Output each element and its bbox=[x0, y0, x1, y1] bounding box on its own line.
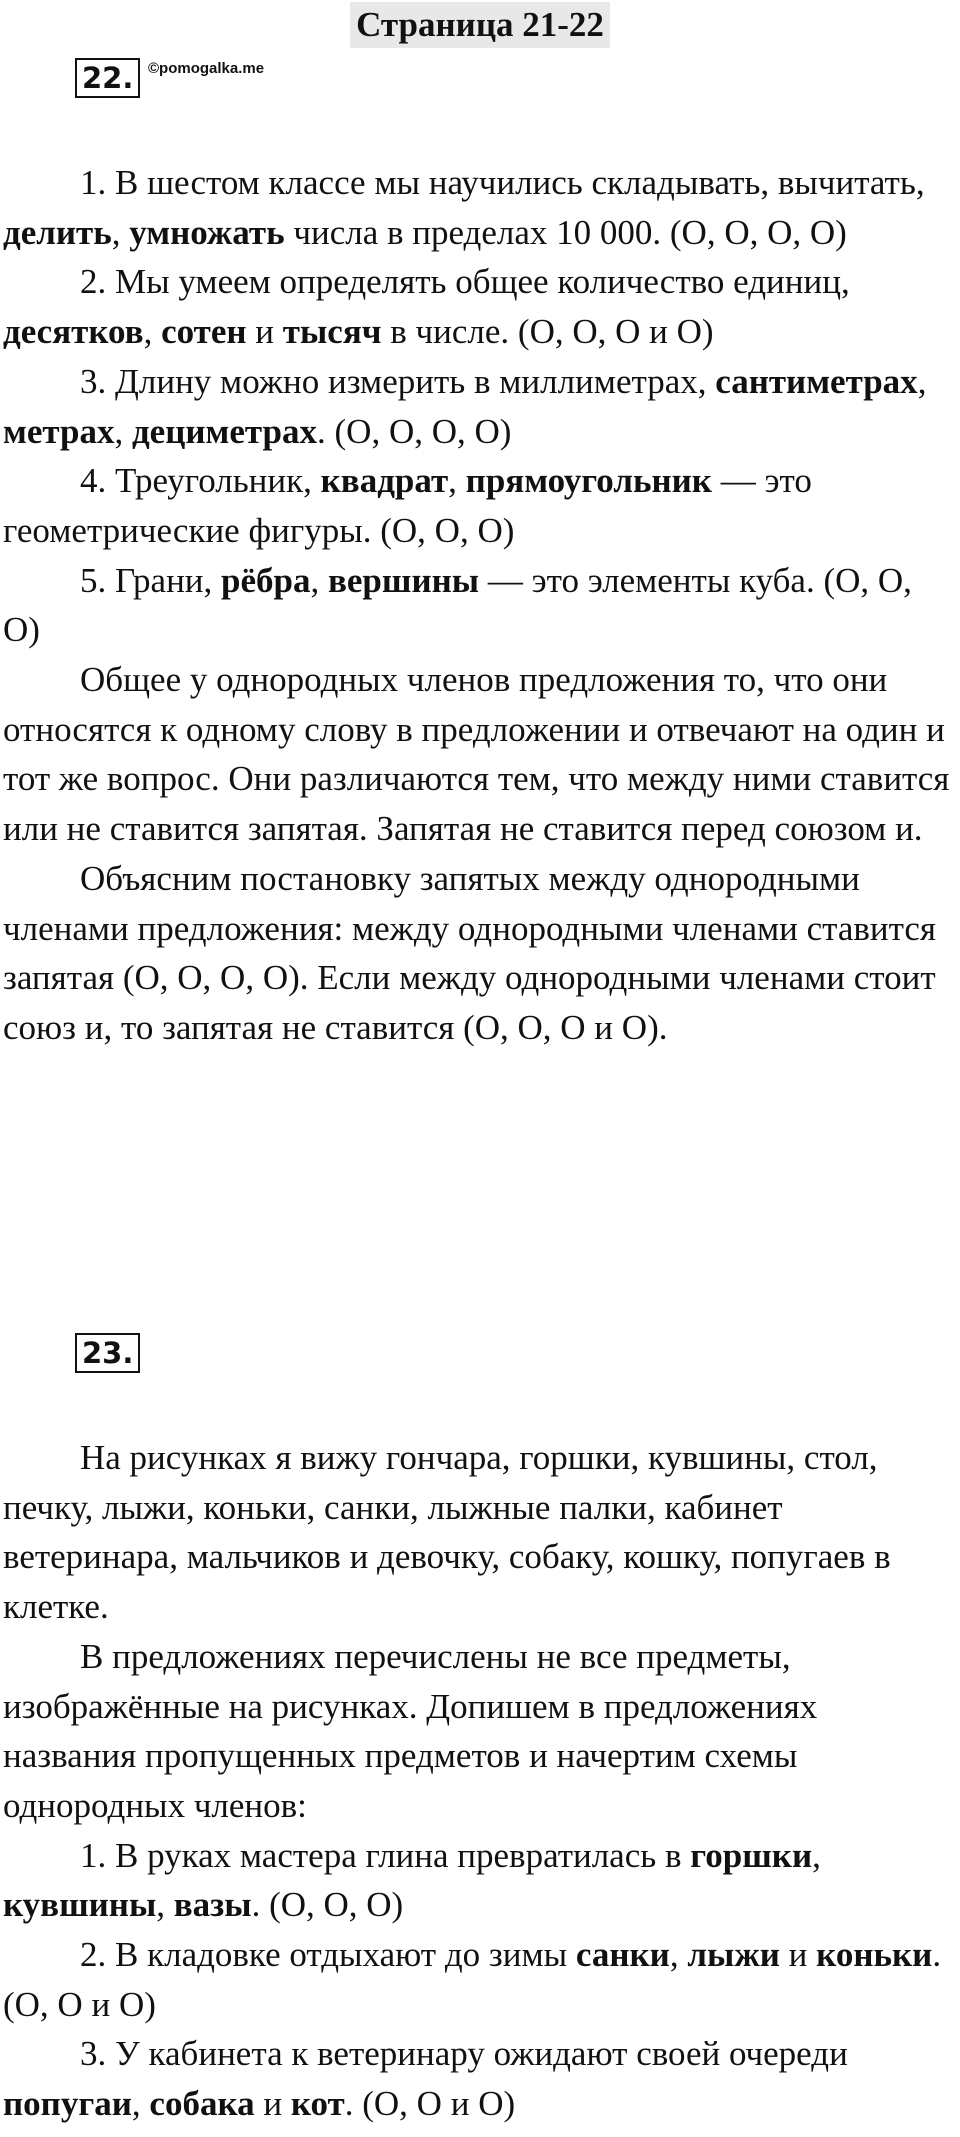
list-item: 4. Треугольник, квадрат, прямоугольник — это геометрические фигуры. (О, О, О) bbox=[3, 461, 812, 550]
list-item: 2. Мы умеем определять общее количество единиц, десятков, сотен и тысяч в числе. (О, О, О и О) bbox=[3, 262, 850, 352]
exercise-22-number: 22. bbox=[75, 58, 140, 98]
paragraph: Объясним постановку запятых между однородными членами предложения: между однородными членами ставится запятая (О, О, О, О). Если между однородными членами стоит союз и, то запятая не ставится (О, О, О и О). bbox=[3, 858, 937, 1047]
paragraph: Общее у однородных членов предложения то, что они относятся к одному слову в предложении и отвечают на один и тот же вопрос. Они различаются тем, что между ними ставится или не ставится запятая. Запятая не ставится перед союзом и. bbox=[3, 660, 950, 849]
list-item: 5. Грани, рёбра, вершины — это элементы куба. (О, О, О) bbox=[3, 560, 912, 650]
exercise-23-body bbox=[3, 1433, 953, 2129]
paragraph: В предложениях перечислены не все предметы, изображённые на рисунках. Допишем в предложениях названия пропущенных предметов и начертим схемы однородных членов: bbox=[3, 1636, 818, 1825]
page-title bbox=[0, 2, 960, 48]
list-item: 2. В кладовке отдыхают до зимы санки, лыжи и коньки. (О, О и О) bbox=[3, 1935, 942, 2024]
exercise-23-number: 23. bbox=[75, 1333, 140, 1373]
paragraph: На рисунках я вижу гончара, горшки, кувшины, стол, печку, лыжи, коньки, санки, лыжные палки, кабинет ветеринара, мальчиков и девочку, собаку, кошку, попугаев в клетке. bbox=[3, 1438, 891, 1627]
list-item: 3. У кабинета к ветеринару ожидают своей очереди попугаи, собака и кот. (О, О и О) bbox=[3, 2034, 848, 2124]
list-item: 1. В руках мастера глина превратилась в горшки, кувшины, вазы. (О, О, О) bbox=[3, 1835, 821, 1925]
page-title-text: Страница 21-22 bbox=[350, 2, 610, 48]
list-item: 1. В шестом классе мы научились складывать, вычитать, делить, умножать числа в пределах 10 000. (О, О, О, О) bbox=[3, 163, 925, 252]
exercise-22-body bbox=[3, 158, 953, 1053]
list-item: 3. Длину можно измерить в миллиметрах, сантиметрах, метрах, дециметрах. (О, О, О, О) bbox=[3, 361, 927, 451]
watermark: ©pomogalka.me bbox=[148, 60, 265, 77]
